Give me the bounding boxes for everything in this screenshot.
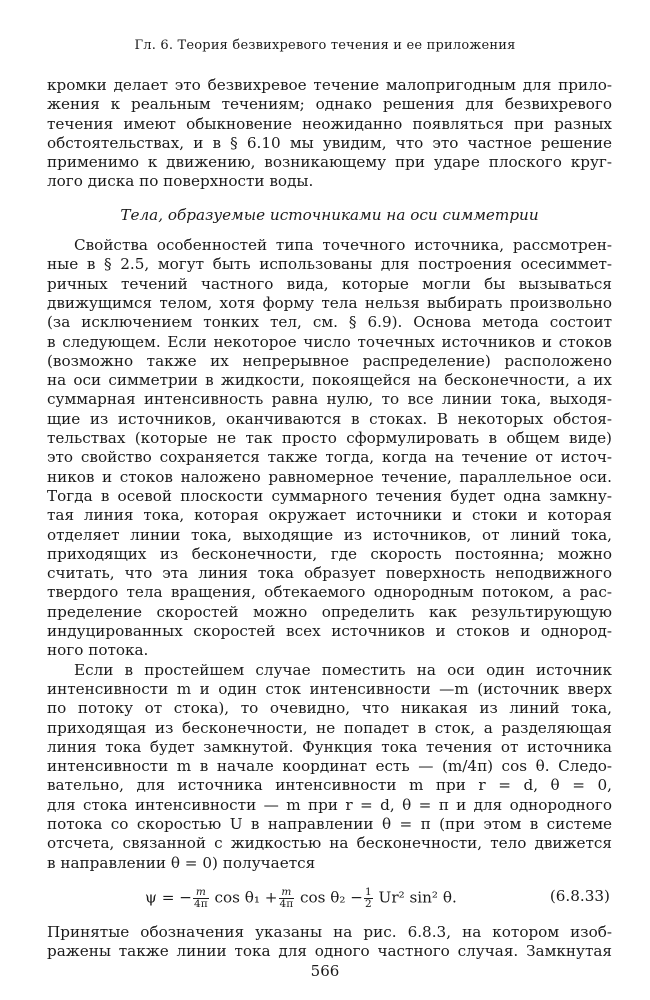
page-number: 566: [310, 962, 340, 980]
text-line: индуцированных скоростей всех источников и стоков и однород-: [47, 622, 612, 641]
text-line: (возможно также их непрерывное распределение) расположено: [47, 351, 612, 370]
text-line: отсчета, связанной с жидкостью на бесконечности, тело движется: [47, 834, 612, 853]
text-line: тельствах (которые не так просто сформулировать в общем виде): [47, 429, 612, 448]
text-line: отделяет линии тока, выходящие из источников, от линий тока,: [47, 525, 612, 544]
fraction-denominator: 2: [365, 897, 372, 910]
text-line: в направлении θ = 0) получается: [47, 853, 316, 872]
text-line: твердого тела вращения, обтекаемого однородным потоком, а рас-: [47, 583, 612, 602]
text-line: приходящая из бесконечности, не попадет в сток, а разделяющая: [47, 718, 612, 737]
paragraph-1: [47, 76, 612, 192]
fraction-numerator: 1: [365, 885, 372, 898]
paragraph-4: [47, 923, 612, 962]
text-line: Свойства особенностей типа точечного источника, рассмотрен-: [74, 236, 612, 255]
text-line: Тогда в осевой плоскости суммарного течения будет одна замкну-: [47, 486, 612, 505]
section-heading: Тела, образуемые источниками на оси симметрии: [120, 205, 539, 224]
text-line: линия тока будет замкнутой. Функция тока течения от источника: [47, 737, 612, 756]
text-line: потока со скоростью U в направлении θ = π (при этом в системе: [47, 814, 612, 833]
text-line: (за исключением тонких тел, см. § 6.9). Основа метода состоит: [47, 313, 612, 332]
text-line: для стока интенсивности — m при r = d, θ = π и для однородного: [47, 795, 612, 814]
equation-number: (6.8.33): [549, 886, 610, 905]
equation-term: cos θ₂ −: [299, 888, 363, 907]
text-line: течения имеют обыкновение неожиданно появляться при разных: [47, 114, 612, 133]
fraction-numerator: m: [193, 887, 209, 899]
equation-term: Ur² sin² θ.: [378, 888, 457, 907]
text-line: на оси симметрии в жидкости, покоящейся на бесконечности, а их: [47, 371, 612, 390]
text-line: считать, что эта линия тока образует поверхность неподвижного: [47, 564, 612, 583]
running-header: Гл. 6. Теория безвихревого течения и ее приложения: [134, 38, 516, 53]
text-line: тая линия тока, которая окружает источники и стоки и которая: [47, 506, 612, 525]
text-line: в следующем. Если некоторое число точечных источников и стоков: [47, 332, 612, 351]
text-line: приходящих из бесконечности, где скорость постоянна; можно: [47, 544, 612, 563]
text-line: пределение скоростей можно определить как результирующую: [47, 602, 612, 621]
page-content: [47, 76, 612, 961]
fraction-numerator: m: [279, 887, 295, 899]
text-line: ников и стоков наложено равномерное течение, параллельное оси.: [47, 467, 612, 486]
equation-expression: [145, 887, 457, 910]
equation-6-8-33: [47, 877, 612, 917]
fraction-denominator: 4π: [194, 897, 208, 910]
text-line: интенсивности m и один сток интенсивности —m (источник вверх: [47, 679, 612, 698]
text-line: ные в § 2.5, могут быть использованы для построения осесиммет-: [47, 255, 612, 274]
text-line: это свойство сохраняется также тогда, когда на течение от источ-: [47, 448, 612, 467]
text-line: ричных течений частного вида, которые могли бы вызываться: [47, 274, 612, 293]
fraction: [279, 887, 295, 910]
fraction: [364, 887, 373, 910]
text-line: кромки делает это безвихревое течение малопригодным для прило-: [47, 76, 612, 94]
text-line: жения к реальным течениям; однако решения для безвихревого: [47, 95, 612, 114]
text-line: обстоятельствах, и в § 6.10 мы увидим, что это частное решение: [47, 133, 612, 152]
text-line: ного потока.: [47, 641, 149, 660]
text-line: Если в простейшем случае поместить на оси один источник: [74, 660, 612, 679]
fraction-denominator: 4π: [279, 897, 294, 910]
text-line: применимо к движению, возникающему при ударе плоского круг-: [47, 153, 612, 172]
fraction: [193, 887, 209, 910]
equation-term: cos θ₁ +: [214, 888, 278, 907]
text-line: щие из источников, оканчиваются в стоках. В некоторых обстоя-: [47, 409, 612, 428]
text-line: вательно, для источника интенсивности m при r = d, θ = 0,: [47, 776, 612, 795]
text-line: движущимся телом, хотя форму тела нельзя выбирать произвольно: [47, 293, 612, 312]
text-line: суммарная интенсивность равна нулю, то все линии тока, выходя-: [47, 390, 612, 409]
text-line: по потоку от стока), то очевидно, что никакая из линий тока,: [47, 699, 612, 718]
text-line: интенсивности m в начале координат есть — (m/4π) cos θ. Следо-: [47, 757, 612, 776]
paragraph-2: [47, 236, 612, 661]
text-line: ражены также линии тока для одного частного случая. Замкнутая: [47, 942, 612, 961]
equation-lhs: ψ = −: [145, 888, 193, 907]
text-line: лого диска по поверхности воды.: [47, 172, 314, 191]
paragraph-3: [47, 661, 612, 873]
text-line: Принятые обозначения указаны на рис. 6.8.3, на котором изоб-: [47, 922, 612, 941]
